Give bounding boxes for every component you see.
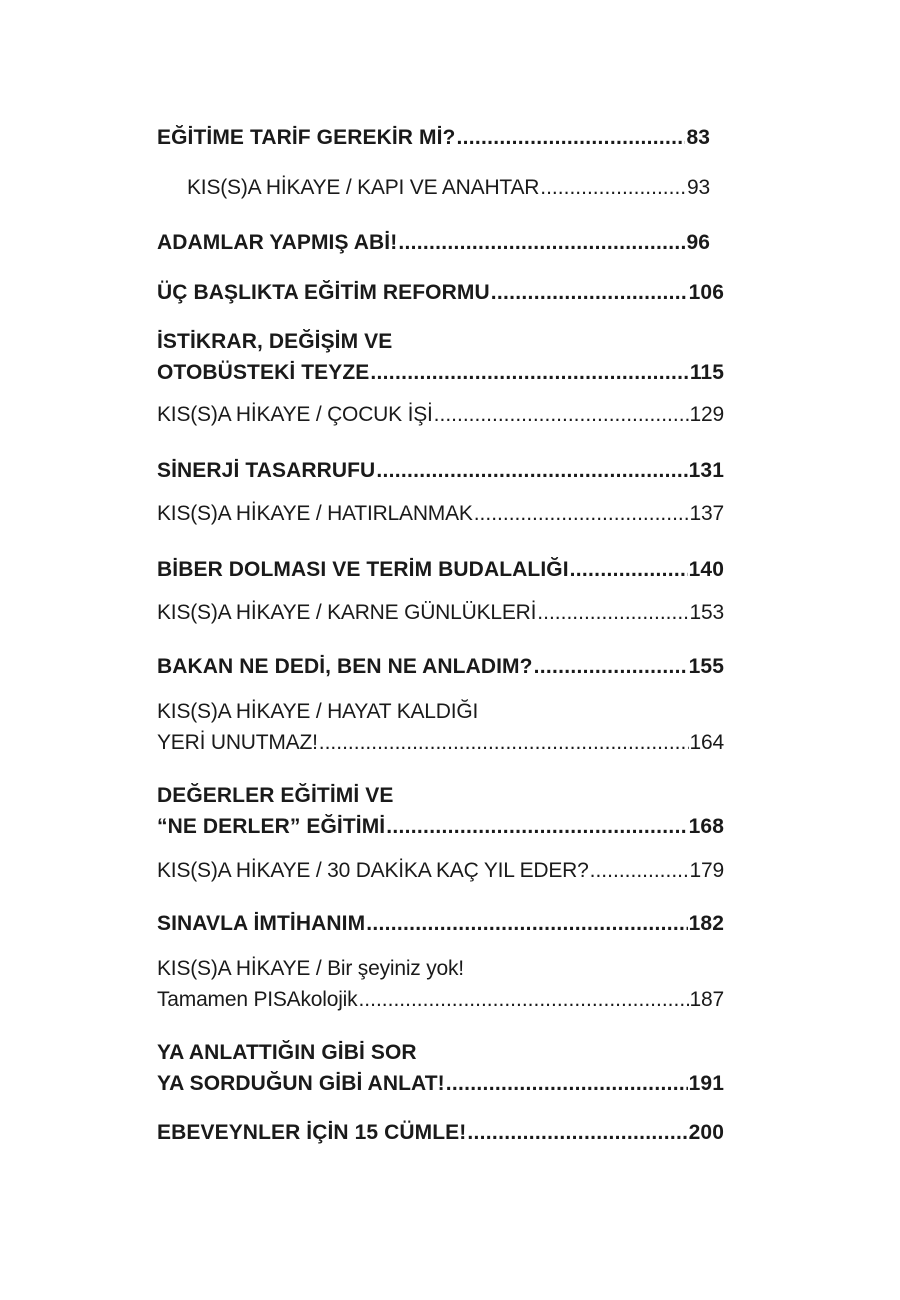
entry-title: YERİ UNUTMAZ! — [157, 731, 318, 754]
toc-entry-chapter — [157, 1117, 724, 1148]
toc-entry-story — [157, 399, 724, 430]
entry-title: OTOBÜSTEKİ TEYZE — [157, 361, 370, 384]
toc-entry-chapter — [157, 554, 724, 585]
entry-title: SİNERJİ TASARRUFU — [157, 459, 376, 482]
dot-leader — [534, 651, 688, 682]
entry-title: ADAMLAR YAPMIŞ ABİ! — [157, 231, 398, 254]
toc-line — [187, 172, 710, 203]
toc-entry-chapter — [157, 908, 724, 939]
dot-leader — [467, 1117, 687, 1148]
toc-entry-chapter — [157, 455, 724, 486]
toc-line — [157, 908, 724, 939]
toc-entry-chapter — [157, 277, 724, 308]
page-number: 115 — [689, 361, 724, 384]
dot-leader — [358, 984, 688, 1015]
toc-entry-chapter — [157, 780, 724, 842]
dot-leader — [491, 277, 688, 308]
entry-title-line: İSTİKRAR, DEĞİŞİM VE — [157, 330, 393, 353]
entry-title: YA SORDUĞUN GİBİ ANLAT! — [157, 1072, 445, 1095]
page-number: 168 — [688, 815, 724, 838]
entry-title: EĞİTİME TARİF GEREKİR Mİ? — [157, 126, 456, 149]
entry-title: KIS(S)A HİKAYE / ÇOCUK İŞİ — [157, 403, 433, 426]
page-number: 106 — [688, 281, 724, 304]
entry-title: BAKAN NE DEDİ, BEN NE ANLADIM? — [157, 655, 533, 678]
page-number: 137 — [689, 502, 724, 525]
toc-entry-story — [157, 597, 724, 628]
toc-entry-chapter — [157, 326, 724, 388]
dot-leader — [537, 597, 688, 628]
toc-line — [157, 554, 724, 585]
toc-entry-chapter — [157, 651, 724, 682]
dot-leader — [398, 227, 685, 258]
toc-line — [157, 498, 724, 529]
entry-title: ÜÇ BAŞLIKTA EĞİTİM REFORMU — [157, 281, 490, 304]
page-number: 187 — [689, 988, 724, 1011]
dot-leader — [590, 855, 689, 886]
entry-title: KIS(S)A HİKAYE / HATIRLANMAK — [157, 502, 473, 525]
entry-title: KIS(S)A HİKAYE / 30 DAKİKA KAÇ YIL EDER? — [157, 859, 589, 882]
dot-leader — [446, 1068, 688, 1099]
entry-title: KIS(S)A HİKAYE / KARNE GÜNLÜKLERİ — [157, 601, 537, 624]
toc-entry-story — [187, 172, 710, 203]
entry-title: KIS(S)A HİKAYE / KAPI VE ANAHTAR — [187, 176, 540, 199]
entry-title: BİBER DOLMASI VE TERİM BUDALALIĞI — [157, 558, 569, 581]
toc-entry-story — [157, 953, 724, 1015]
entry-title: EBEVEYNLER İÇİN 15 CÜMLE! — [157, 1121, 467, 1144]
page-number: 179 — [689, 859, 724, 882]
toc-line — [157, 227, 710, 258]
dot-leader — [570, 554, 688, 585]
page-number: 93 — [687, 176, 710, 199]
toc-line — [157, 984, 724, 1015]
toc-line — [157, 855, 724, 886]
entry-title: “NE DERLER” EĞİTİMİ — [157, 815, 386, 838]
entry-title-line: KIS(S)A HİKAYE / Bir şeyiniz yok! — [157, 957, 464, 980]
entry-title-line: KIS(S)A HİKAYE / HAYAT KALDIĞI — [157, 700, 479, 723]
toc-line — [157, 727, 724, 758]
dot-leader — [540, 172, 686, 203]
page-number: 155 — [688, 655, 724, 678]
page-number: 140 — [688, 558, 724, 581]
toc-line — [157, 651, 724, 682]
entry-title: Tamamen PISAkolojik — [157, 988, 358, 1011]
toc-entry-chapter — [157, 122, 710, 153]
toc-line — [157, 455, 724, 486]
dot-leader — [370, 357, 688, 388]
toc-entry-chapter — [157, 227, 710, 258]
toc-entry-chapter — [157, 1037, 724, 1099]
toc-line — [157, 1117, 724, 1148]
entry-title-line: YA ANLATTIĞIN GİBİ SOR — [157, 1041, 417, 1064]
page-number: 182 — [688, 912, 724, 935]
page-number: 96 — [686, 231, 710, 254]
toc-entry-story — [157, 696, 724, 758]
page-number: 153 — [689, 601, 724, 624]
entry-title: SINAVLA İMTİHANIM — [157, 912, 366, 935]
page-number: 164 — [689, 731, 724, 754]
dot-leader — [376, 455, 687, 486]
dot-leader — [456, 122, 685, 153]
toc-line — [157, 357, 724, 388]
toc-line — [157, 1068, 724, 1099]
dot-leader — [366, 908, 687, 939]
dot-leader — [434, 399, 689, 430]
dot-leader — [319, 727, 689, 758]
toc-line — [157, 122, 710, 153]
dot-leader — [474, 498, 689, 529]
toc-line — [157, 811, 724, 842]
toc-entry-story — [157, 855, 724, 886]
dot-leader — [386, 811, 687, 842]
entry-title-line: DEĞERLER EĞİTİMİ VE — [157, 784, 394, 807]
page-number: 200 — [688, 1121, 724, 1144]
toc-line — [157, 399, 724, 430]
toc-line — [157, 277, 724, 308]
page-number: 191 — [688, 1072, 724, 1095]
toc-line — [157, 597, 724, 628]
page-number: 131 — [688, 459, 724, 482]
page-number: 129 — [689, 403, 724, 426]
toc-entry-story — [157, 498, 724, 529]
page-number: 83 — [686, 126, 710, 149]
